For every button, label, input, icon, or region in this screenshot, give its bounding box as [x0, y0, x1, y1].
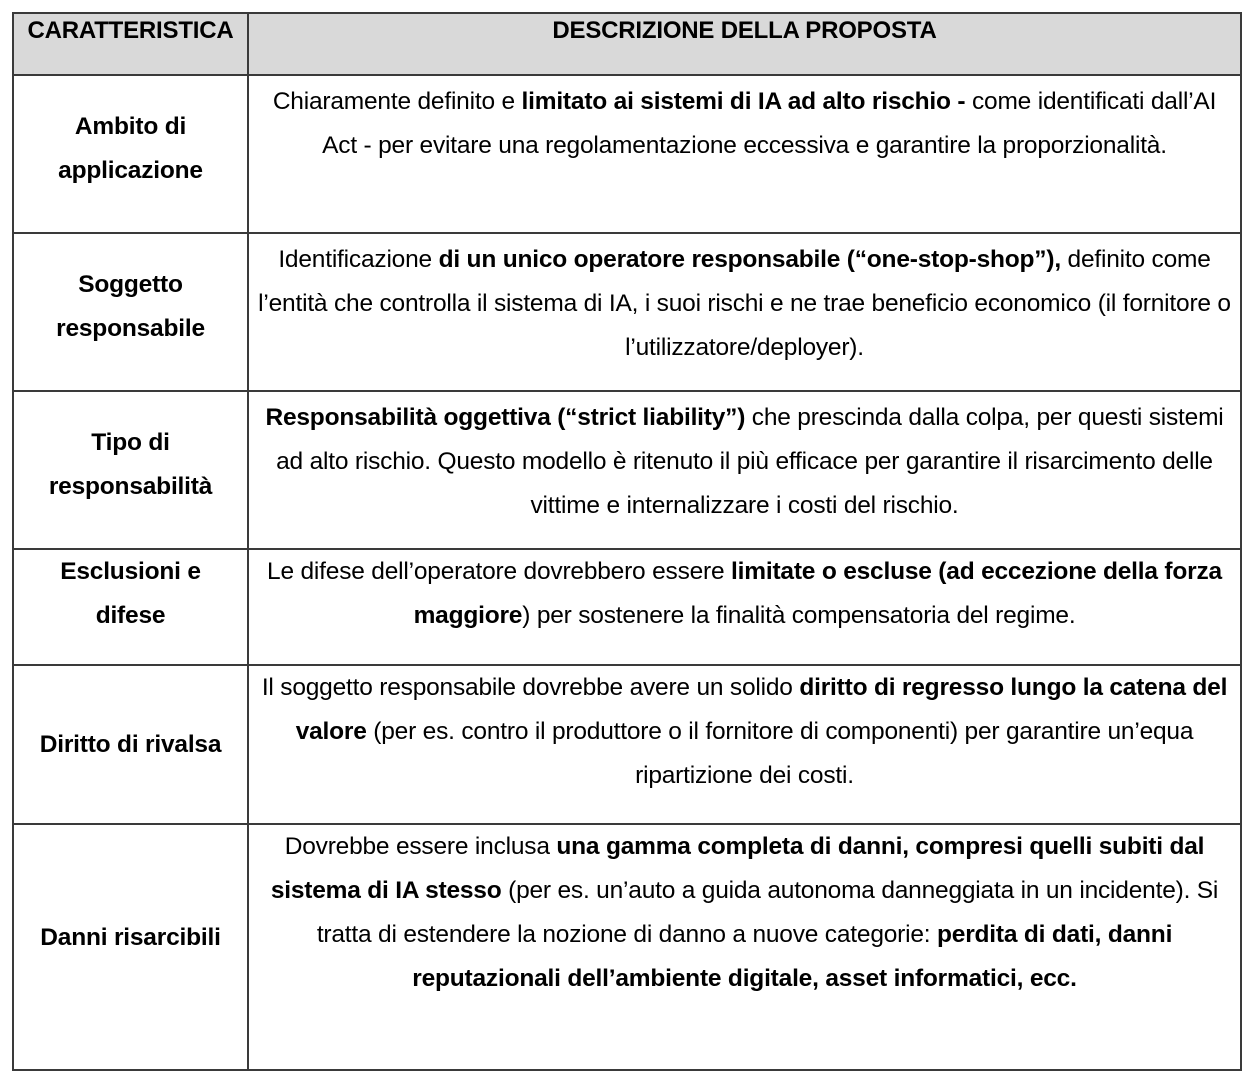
- table-row: [13, 233, 1241, 391]
- feature-label-line: applicazione: [58, 157, 203, 184]
- description-text: definito come l’entità che controlla il sistema di IA, i suoi rischi e ne trae beneficio economico (il fornitore o l’utilizzatore/deployer).: [258, 246, 1231, 361]
- description-text: Le difese dell’operatore dovrebbero essere: [267, 558, 732, 585]
- feature-label-line: Danni risarcibili: [40, 924, 221, 951]
- description-text: Il soggetto responsabile dovrebbe avere un solido: [261, 674, 800, 701]
- feature-cell: [13, 549, 248, 665]
- table-row: [13, 549, 1241, 665]
- description-cell: [248, 665, 1241, 824]
- table-row: [13, 75, 1241, 233]
- description-cell: [248, 75, 1241, 233]
- feature-label-line: Esclusioni e: [60, 558, 201, 585]
- description-text: Chiaramente definito e: [272, 88, 522, 115]
- feature-label-line: Soggetto: [78, 271, 183, 298]
- header-description: DESCRIZIONE DELLA PROPOSTA: [248, 13, 1241, 75]
- feature-label-line: Diritto di rivalsa: [39, 730, 222, 758]
- description-text: (per es. contro il produttore o il fornitore di componenti) per garantire un’equa ripartizione dei costi.: [366, 718, 1194, 789]
- description-cell: [248, 233, 1241, 391]
- description-text: ) per sostenere la finalità compensatoria del regime.: [522, 602, 1076, 629]
- table-row: [13, 824, 1241, 1070]
- feature-label-line: responsabilità: [48, 473, 213, 500]
- description-bold-text: perdita di dati, danni reputazionali dell’ambiente digitale, asset informatici, ecc.: [412, 921, 1173, 992]
- description-text: (per es. un’auto a guida autonoma danneggiata in un incidente). Si tratta di estendere la nozione di danno a nuove categorie:: [316, 877, 1219, 948]
- description-bold-text: di un unico operatore responsabile (“one-stop-shop”),: [438, 246, 1061, 273]
- description-text: Identificazione: [278, 246, 439, 273]
- description-bold-text: una gamma completa di danni, compresi quelli subiti dal sistema di IA stesso: [270, 833, 1205, 904]
- table-row: [13, 391, 1241, 549]
- feature-cell: [13, 233, 248, 391]
- feature-label-line: Ambito di: [74, 113, 187, 140]
- description-cell: [248, 824, 1241, 1070]
- description-text: che prescinda dalla colpa, per questi sistemi ad alto rischio. Questo modello è ritenuto il più efficace per garantire il risarcimento delle vittime e internalizzare i costi del rischio.: [276, 404, 1224, 519]
- description-bold-text: diritto di regresso lungo la catena del valore: [295, 674, 1228, 745]
- feature-label-line: difese: [95, 602, 166, 629]
- feature-label-line: Tipo di: [91, 429, 170, 456]
- table-header-row: [13, 13, 1241, 75]
- feature-cell: [13, 824, 248, 1070]
- description-bold-text: limitato ai sistemi di IA ad alto rischio -: [521, 88, 966, 115]
- feature-cell: [13, 75, 248, 233]
- description-text: Dovrebbe essere inclusa: [284, 833, 557, 860]
- description-bold-text: limitate o escluse (ad eccezione della forza maggiore: [413, 558, 1222, 629]
- description-cell: [248, 391, 1241, 549]
- feature-label-line: responsabile: [56, 315, 205, 342]
- proposal-table: [12, 12, 1242, 1071]
- header-feature: CARATTERISTICA: [13, 13, 248, 75]
- description-cell: [248, 549, 1241, 665]
- description-text: come identificati dall’AI Act - per evitare una regolamentazione eccessiva e garantire la proporzionalità.: [322, 88, 1217, 159]
- description-bold-text: Responsabilità oggettiva (“strict liability”): [265, 404, 746, 431]
- table-row: [13, 665, 1241, 824]
- feature-cell: [13, 391, 248, 549]
- feature-cell: [13, 665, 248, 824]
